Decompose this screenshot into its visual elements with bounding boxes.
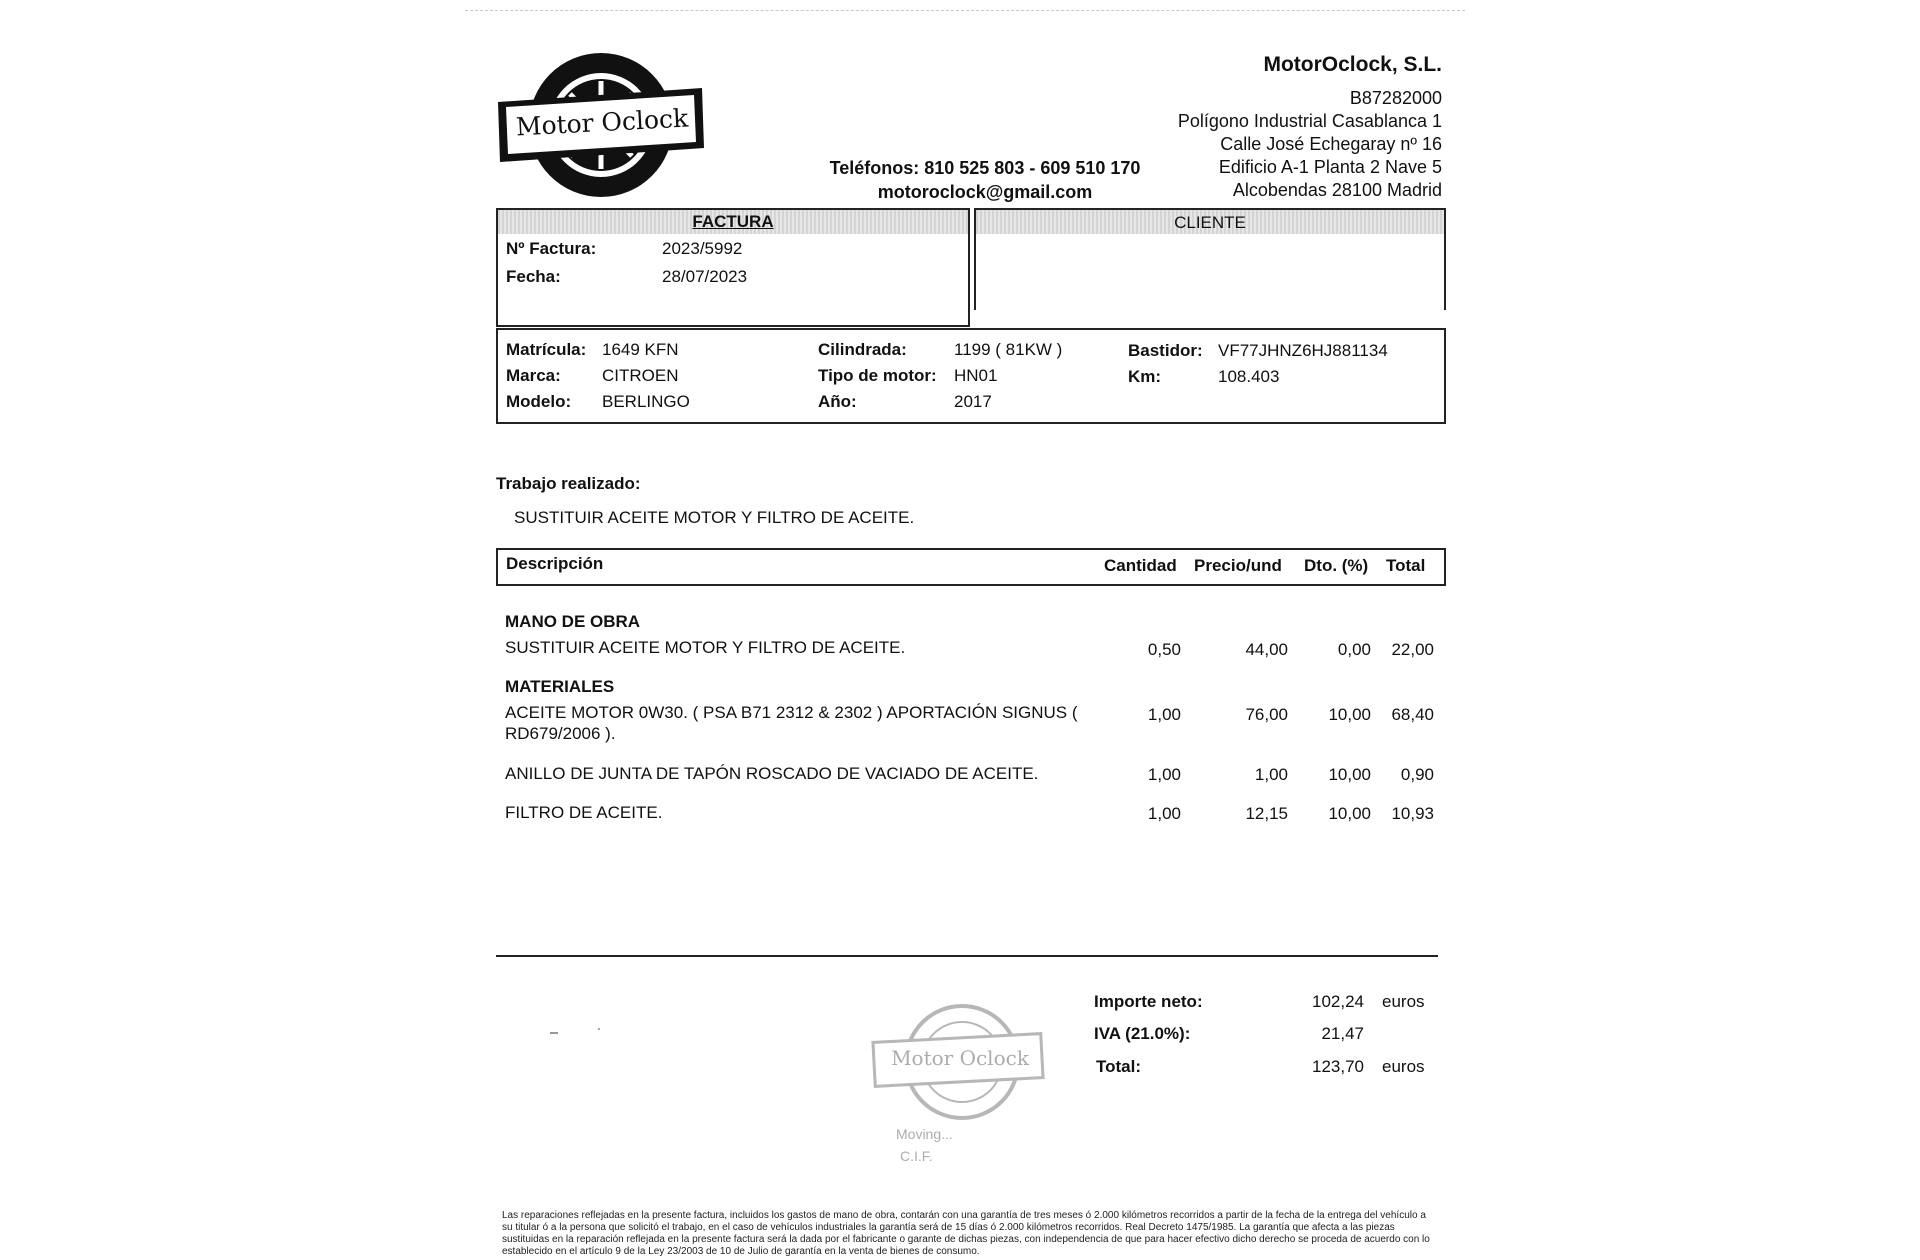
invoice-title: FACTURA (692, 212, 774, 231)
company-logo (496, 50, 706, 200)
table-row (505, 638, 1437, 660)
total-amount-unit: euros (1382, 1057, 1425, 1076)
net-amount: 102,24 (1312, 992, 1364, 1011)
company-stamp (868, 1000, 1048, 1170)
section-title-materials: MATERIALES (505, 677, 615, 696)
items-table-header (496, 548, 1446, 586)
displacement-label: Cilindrada: (818, 340, 907, 359)
vehicle-box (496, 328, 1446, 424)
address-line: Calle José Echegaray nº 16 (1220, 134, 1442, 154)
scan-speck (598, 1028, 600, 1030)
contact-block (820, 156, 1150, 204)
row-discount: 10,00 (1328, 705, 1371, 724)
plate-value: 1649 KFN (602, 340, 679, 359)
engine-label: Tipo de motor: (818, 366, 937, 385)
row-description: SUSTITUIR ACEITE MOTOR Y FILTRO DE ACEITE. (505, 638, 906, 657)
address-line: Polígono Industrial Casablanca 1 (1177, 111, 1442, 131)
phone-numbers: Teléfonos: 810 525 803 - 609 510 170 (829, 158, 1141, 178)
work-label: Trabajo realizado: (496, 474, 641, 493)
year-value: 2017 (954, 392, 992, 411)
row-description: FILTRO DE ACEITE. (505, 803, 663, 822)
scan-top-edge (465, 10, 1465, 11)
row-discount: 10,00 (1328, 765, 1371, 784)
year-label: Año: (818, 392, 857, 411)
totals-divider (496, 955, 1438, 957)
row-total: 68,40 (1391, 705, 1434, 724)
col-total: Total (1386, 556, 1426, 575)
row-total: 0,90 (1400, 765, 1434, 784)
company-cif: B87282000 (1349, 88, 1442, 108)
invoice-box (496, 208, 970, 327)
address-line: Alcobendas 28100 Madrid (1232, 180, 1442, 200)
col-quantity: Cantidad (1104, 556, 1177, 575)
row-total: 22,00 (1391, 640, 1434, 659)
row-unit-price: 12,15 (1245, 804, 1288, 823)
brand-label: Marca: (506, 366, 561, 385)
legal-warranty-text: Las reparaciones reflejadas en la presente factura, incluidos los gastos de mano de obra, contarán con una garantía de tres meses ó 2.000 kilómetros recorridos a partir de la fecha de la entrega del vehículo a su titular ó a la persona que solicitó el trabajo, en el caso de vehículos industriales la garantía será de 15 días ó 2.000 kilómetros recorridos. Real Decreto 1475/1985. La garantía que afecta a las piezas sustituidas en la reparación reflejada en la presente factura será la dada por el fabricante o garante de dichas piezas, con independencia de que para hacer efectivo dicho derecho se proceda de acuerdo con lo establecido en el artículo 9 de la Ley 23/2003 de 10 de Julio de garantía en la venta de bienes de consumo. (502, 1210, 1430, 1257)
row-description: ACEITE MOTOR 0W30. ( PSA B71 2312 & 2302 ) APORTACIÓN SIGNUS ( (505, 703, 1078, 722)
email-link[interactable]: motoroclock@gmail.com (877, 182, 1093, 202)
invoice-date-label: Fecha: (506, 267, 561, 286)
brand-value: CITROEN (602, 366, 679, 385)
client-box (974, 208, 1446, 310)
engine-value: HN01 (954, 366, 998, 385)
scan-speck (550, 1032, 558, 1034)
vat-label: IVA (21.0%): (1094, 1024, 1191, 1043)
vin-value: VF77JHNZ6HJ881134 (1218, 341, 1388, 360)
net-amount-unit: euros (1382, 992, 1425, 1011)
vat-amount: 21,47 (1321, 1024, 1364, 1043)
col-unit-price: Precio/und (1194, 556, 1282, 575)
row-quantity: 0,50 (1147, 640, 1181, 659)
invoice-date: 28/07/2023 (662, 267, 748, 286)
company-name: MotorOclock, S.L. (1263, 53, 1442, 76)
row-description: ANILLO DE JUNTA DE TAPÓN ROSCADO DE VACIADO DE ACEITE. (505, 764, 1039, 783)
logo-text: Motor Oclock (515, 103, 689, 142)
displacement-value: 1199 ( 81KW ) (954, 340, 1063, 359)
net-amount-label: Importe neto: (1094, 992, 1203, 1011)
section-title-labor: MANO DE OBRA (505, 612, 641, 631)
plate-label: Matrícula: (506, 340, 587, 359)
table-row (505, 703, 1437, 747)
row-unit-price: 76,00 (1245, 705, 1288, 724)
invoice-number-label: Nº Factura: (506, 239, 597, 258)
row-quantity: 1,00 (1147, 705, 1181, 724)
row-discount: 10,00 (1328, 804, 1371, 823)
invoice-number: 2023/5992 (662, 239, 743, 258)
model-value: BERLINGO (602, 392, 690, 411)
stamp-text: Motor Oclock (891, 1046, 1029, 1070)
stamp-line-2: C.I.F. (900, 1148, 933, 1164)
row-quantity: 1,00 (1147, 765, 1181, 784)
total-amount: 123,70 (1312, 1057, 1364, 1076)
table-row (505, 803, 1437, 825)
stamp-line-1: Moving... (896, 1126, 953, 1142)
row-quantity: 1,00 (1147, 804, 1181, 823)
total-label: Total: (1096, 1057, 1142, 1076)
row-total: 10,93 (1391, 804, 1434, 823)
vin-label: Bastidor: (1128, 341, 1203, 360)
col-description: Descripción (506, 554, 604, 573)
row-description-cont: RD679/2006 ). (505, 724, 616, 743)
model-label: Modelo: (506, 392, 572, 411)
row-discount: 0,00 (1337, 640, 1371, 659)
table-row (505, 764, 1437, 786)
work-description: SUSTITUIR ACEITE MOTOR Y FILTRO DE ACEITE. (514, 508, 915, 527)
km-value: 108.403 (1218, 367, 1280, 386)
row-unit-price: 1,00 (1254, 765, 1288, 784)
col-discount: Dto. (%) (1304, 556, 1369, 575)
client-title: CLIENTE (1174, 213, 1246, 232)
address-line: Edificio A-1 Planta 2 Nave 5 (1218, 157, 1442, 177)
km-label: Km: (1128, 367, 1162, 386)
row-unit-price: 44,00 (1245, 640, 1288, 659)
